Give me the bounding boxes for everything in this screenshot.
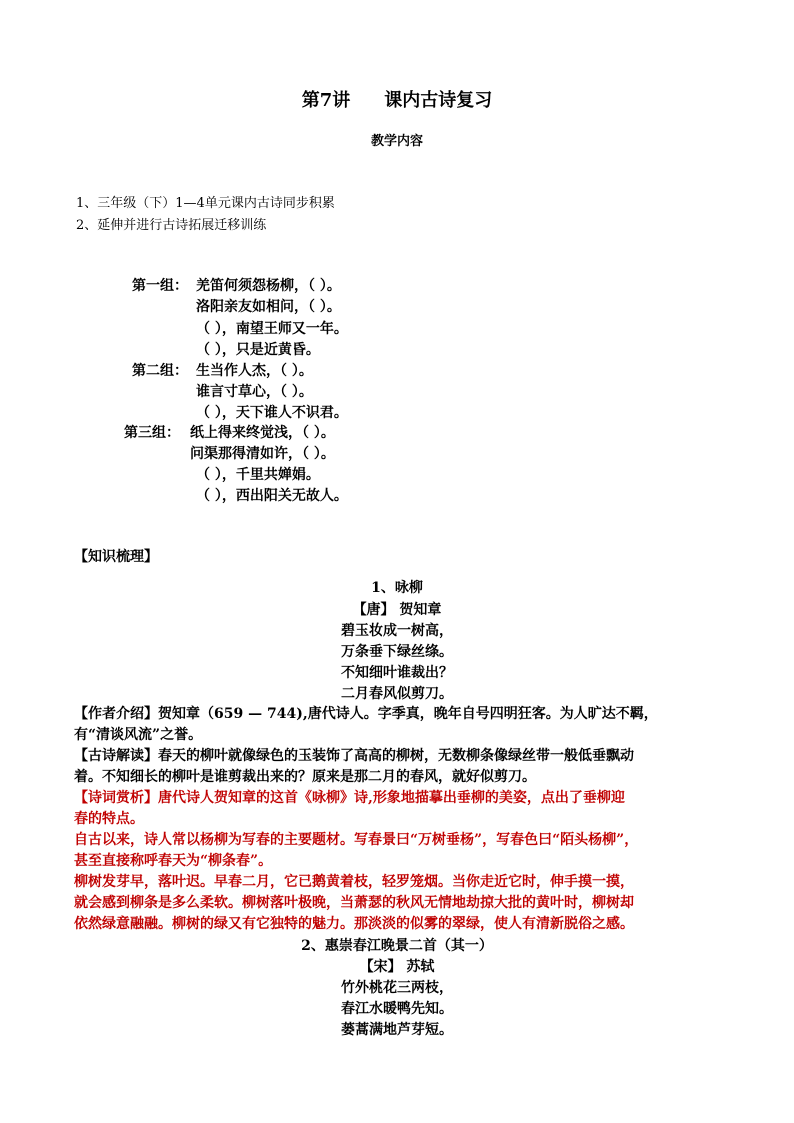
- poem-appreciation-cont: 就会感到柳条是多么柔软。柳树落叶极晚，当萧瑟的秋风无情地劫掠大批的黄叶时，柳树却: [74, 895, 634, 911]
- poem-appreciation-cont: 自古以来，诗人常以杨柳为写春的主要题材。写春景曰“万树垂杨”，写春色曰“陌头杨柳”，: [74, 832, 639, 848]
- poem-line: 不知细叶谁裁出？: [341, 665, 453, 681]
- goal-item-2: 2、延伸并进行古诗拓展迁移训练: [76, 218, 267, 233]
- section-subtitle: 教学内容: [370, 134, 423, 149]
- group-label-3: 第三组：: [124, 425, 180, 441]
- poem-reading: 【古诗解读】春天的柳叶就像绿色的玉装饰了高高的柳树，无数柳条像绿丝带一般低垂飘动: [74, 748, 634, 764]
- poem-appreciation-cont: 柳树发芽早，落叶迟。早春二月，它已鹅黄着枝，轻罗笼烟。当你走近它时，伸手摸一摸，: [74, 874, 634, 890]
- lesson-number: 第7讲: [301, 90, 351, 111]
- poem-line: 万条垂下绿丝绦。: [341, 644, 453, 660]
- exercise-line: （ ），天下谁人不识君。: [196, 405, 348, 421]
- group-label-2: 第二组：: [132, 363, 188, 379]
- poem-line: 竹外桃花三两枝，: [341, 980, 453, 996]
- poem-line: 春江水暖鸭先知。: [341, 1001, 453, 1017]
- poem-title: 2、惠崇春江晚景二首（其一）: [301, 938, 493, 954]
- reading-label: 【古诗解读】: [74, 748, 158, 764]
- author-intro-cont: 有“清谈风流”之誉。: [74, 727, 203, 743]
- poem-line: 碧玉妆成一树高，: [341, 623, 453, 639]
- poem-title: 1、咏柳: [371, 580, 423, 596]
- poem-author: 【宋】 苏轼: [359, 959, 435, 975]
- author-intro: 【作者介绍】贺知章（659 — 744),唐代诗人。字季真，晚年自号四明狂客。为人旷达不羁，: [74, 706, 658, 722]
- exercise-line: 生当作人杰，（ ）。: [196, 363, 313, 379]
- goal-item-1: 1、三年级（下）1—4单元课内古诗同步积累: [76, 196, 335, 211]
- poem-appreciation-cont: 甚至直接称呼春天为“柳条春”。: [74, 853, 273, 869]
- exercise-line: 洛阳亲友如相问，（ ）。: [196, 299, 341, 315]
- poem-appreciation: 【诗词赏析】唐代诗人贺知章的这首《咏柳》诗,形象地描摹出垂柳的美姿，点出了垂柳迎: [74, 790, 625, 806]
- exercise-line: 谁言寸草心，（ ）。: [196, 384, 313, 400]
- poem-appreciation-cont: 春的特点。: [74, 811, 144, 827]
- poem-reading-cont: 着。不知细长的柳叶是谁剪裁出来的？原来是那二月的春风，就好似剪刀。: [74, 769, 536, 785]
- exercise-line: （ ），南望王师又一年。: [196, 321, 348, 337]
- exercise-line: 问渠那得清如许，（ ）。: [190, 446, 335, 462]
- poem-appreciation-cont: 依然绿意融融。柳树的绿又有它独特的魅力。那淡淡的似雾的翠绿，使人有清新脱俗之感。: [74, 916, 634, 932]
- appreciation-label: 【诗词赏析】: [74, 790, 158, 806]
- poem-author: 【唐】 贺知章: [352, 602, 442, 618]
- lesson-topic: 课内古诗复习: [384, 90, 493, 111]
- page-title: [0, 86, 794, 112]
- poem-line: 蒌蒿满地芦芽短。: [341, 1022, 453, 1038]
- knowledge-heading: 【知识梳理】: [74, 549, 158, 565]
- exercise-line: （ ），只是近黄昏。: [196, 342, 320, 358]
- group-label-1: 第一组：: [132, 278, 188, 294]
- exercise-line: 羌笛何须怨杨柳，（ ）。: [196, 278, 341, 294]
- exercise-line: （ ），千里共婵娟。: [196, 467, 320, 483]
- exercise-line: 纸上得来终觉浅，（ ）。: [190, 425, 335, 441]
- poem-line: 二月春风似剪刀。: [341, 686, 453, 702]
- exercise-line: （ ），西出阳关无故人。: [196, 488, 348, 504]
- author-intro-label: 【作者介绍】: [74, 706, 158, 722]
